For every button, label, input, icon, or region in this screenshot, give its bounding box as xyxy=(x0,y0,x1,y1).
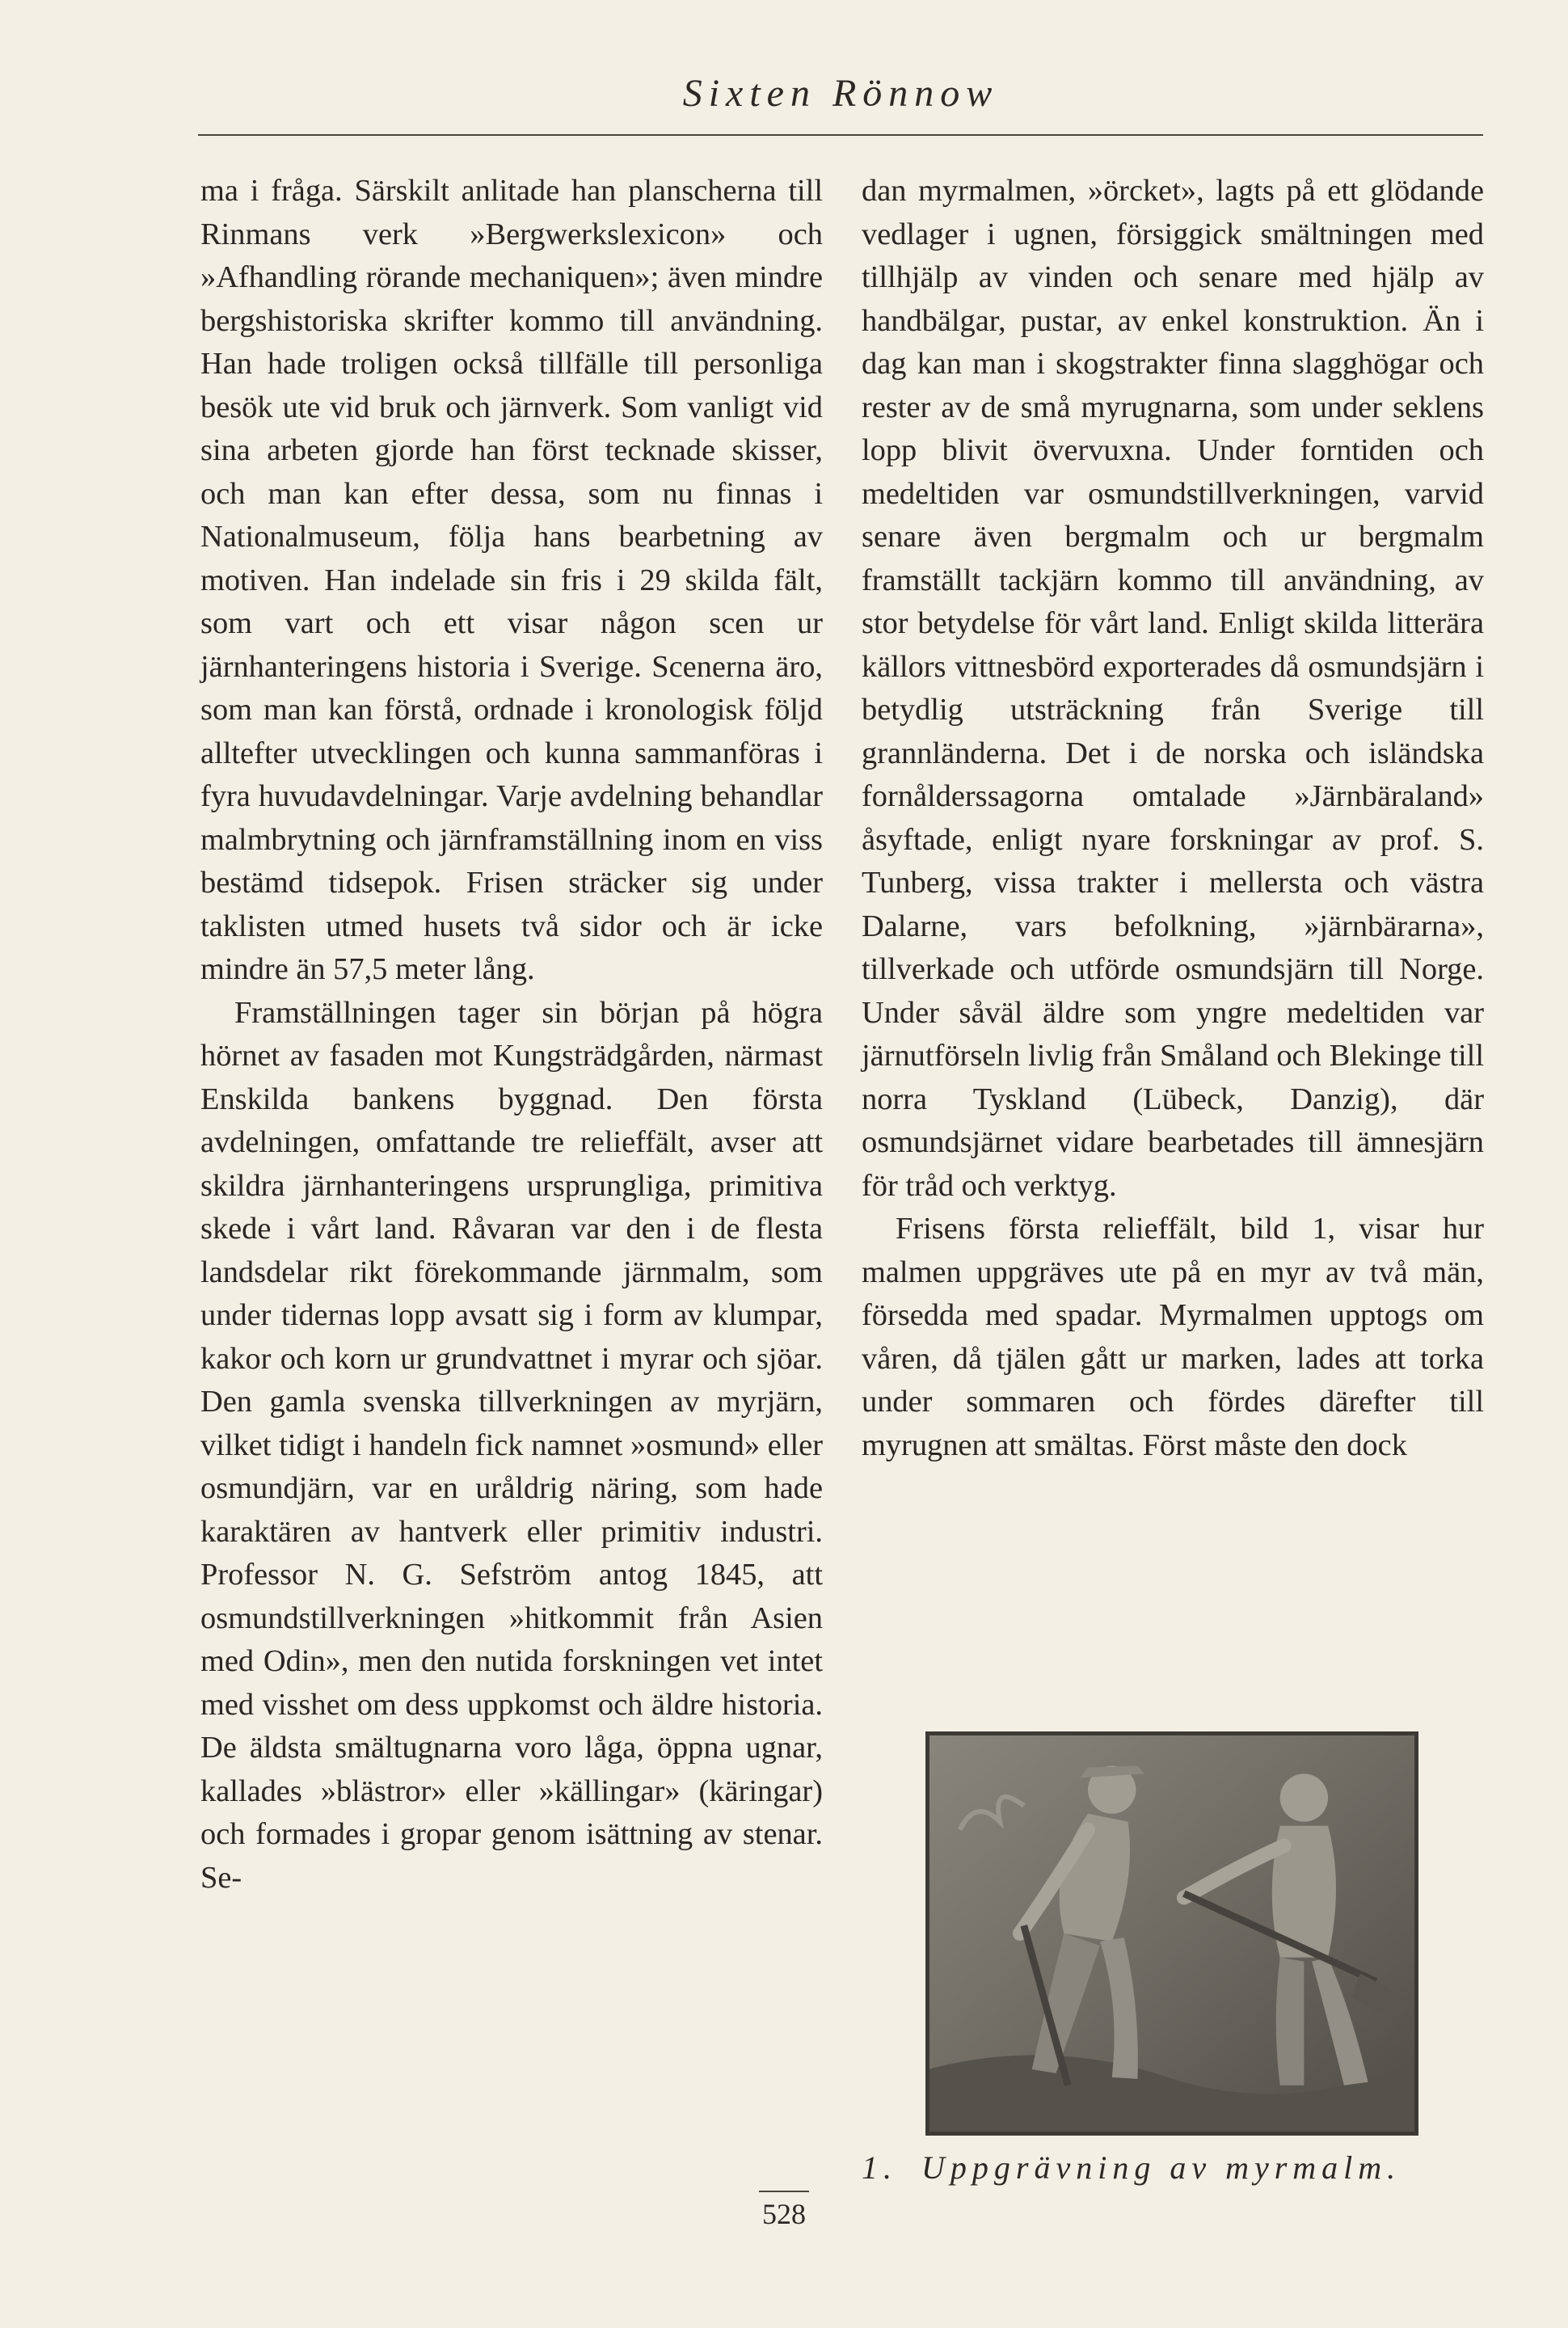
figure-caption xyxy=(862,2149,1492,2187)
right-paragraph-2: Frisens första relieffält, bild 1, visar hur malmen uppgräves ute på en myr av två män, försedda med spadar. Myrmalmen upptogs om våren, då tjälen gått ur marken, lades att torka under sommaren och fördes därefter till myrugnen att smältas. Först måste den dock xyxy=(862,1212,1484,1462)
running-header: Sixten Rönnow xyxy=(682,72,999,115)
page-number-text: 528 xyxy=(759,2191,809,2231)
relief-illustration xyxy=(928,1734,1416,2133)
header-rule xyxy=(198,134,1483,136)
page-number xyxy=(0,2191,1568,2231)
right-paragraph-1: dan myrmalmen, »örcket», lagts på ett glödande vedlager i ugnen, försiggick smältningen med tillhjälp av vinden och senare med hjälp av handbälgar, pustar, av enkel konstruktion. Än i dag kan man i skogstrakter finna slagghögar och rester av de små myrugnarna, som under seklens lopp blivit övervuxna. Under forntiden och medeltiden var osmundstillverkningen, varvid senare även bergmalm och ur bergmalm framställt tackjärn kommo till användning, av stor betydelse för vårt land. Enligt skilda litterära källors vittnesbörd exporterades då osmundsjärn i betydlig utsträckning från Sverige till grannländerna. Det i de norska och isländska fornålderssagorna omtalade »Järnbäraland» åsyftade, enligt nyare forskningar av prof. S. Tunberg, vissa trakter i mellersta och västra Dalarne, vars befolkning, »järnbärarna», tillverkade och utförde osmundsjärn till Norge. Under såväl äldre som yngre medeltiden var järnutförseln livlig från Småland och Blekinge till norra Tyskland (Lübeck, Danzig), där osmundsjärnet vidare bearbetades till ämnesjärn för tråd och verktyg. xyxy=(862,174,1484,1203)
right-column xyxy=(862,170,1484,1467)
relief-photograph xyxy=(925,1731,1418,2136)
left-paragraph-1: ma i fråga. Särskilt anlitade han planscherna till Rinmans verk »Bergwerkslexicon» och »Afhandling rörande mechaniquen»; även mindre bergshistoriska skrifter kommo till användning. Han hade troligen också tillfälle till personliga besök ute vid bruk och järnverk. Som vanligt vid sina arbeten gjorde han först tecknade skisser, och man kan efter dessa, som nu finnas i Nationalmuseum, följa hans bearbetning av motiven. Han indelade sin fris i 29 skilda fält, som vart och ett visar någon scen ur järnhanteringens historia i Sverige. Scenerna äro, som man kan förstå, ordnade i kronologisk följd alltefter utvecklingen och kunna sammanföras i fyra huvudavdelningar. Varje avdelning behandlar malmbrytning och järnframställning inom en viss bestämd tidsepok. Frisen sträcker sig under taklisten utmed husets två sidor och är icke mindre än 57,5 meter lång. xyxy=(200,174,823,986)
caption-number: 1. xyxy=(862,2149,897,2186)
left-paragraph-2: Framställningen tager sin början på högra hörnet av fasaden mot Kungsträdgården, närmast Enskilda bankens byggnad. Den första avdelningen, omfattande tre relieffält, avser att skildra järnhanteringens ursprungliga, primitiva skede i vårt land. Råvaran var den i de flesta landsdelar rikt förekommande järnmalm, som under tidernas lopp avsatt sig i form av klumpar, kakor och korn ur grundvattnet i myrar och sjöar. Den gamla svenska tillverkningen av myrjärn, vilket tidigt i handeln fick namnet »osmund» eller osmundjärn, var en uråldrig näring, som hade karaktären av hantverk eller primitiv industri. Professor N. G. Sefström antog 1845, att osmundstillverkningen »hitkommit från Asien med Odin», men den nutida forskningen vet intet med visshet om dess uppkomst och äldre historia. De äldsta smältugnarna voro låga, öppna ugnar, kallades »blästror» eller »källingar» (käringar) och formades i gropar genom isättning av stenar. Se- xyxy=(200,995,823,1895)
left-column xyxy=(200,170,823,1900)
caption-text: Uppgrävning av myrmalm. xyxy=(921,2149,1402,2186)
